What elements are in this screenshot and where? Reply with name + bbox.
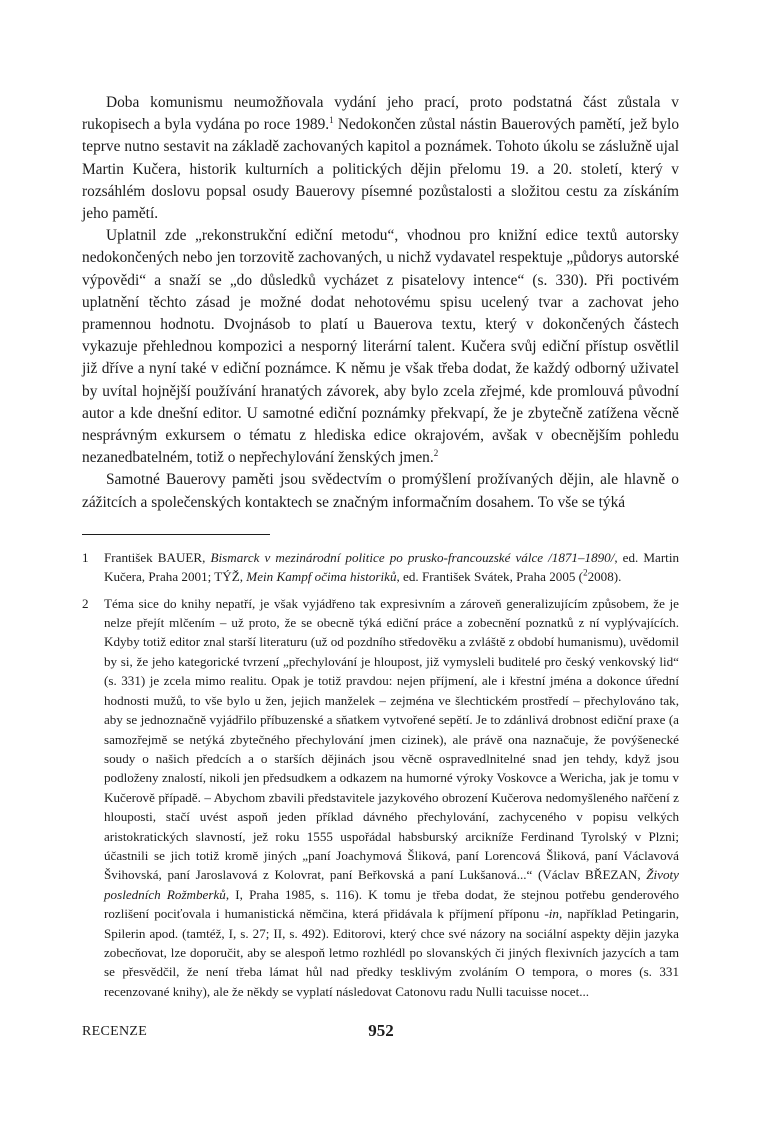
footnote-segment: 2008).: [587, 569, 622, 585]
footnote-segment: František BAUER,: [104, 549, 211, 565]
paragraph-text: Nedokončen zůstal nástin Bauerových pamětí, jež bylo teprve nutno sestavit na základě zachovaných kapitol a poznámek. Tohoto úkolu se záslužně ujal Martin Kučera, historik kulturních a politických dějin přelomu 19. a 20. století, který v rozsáhlém doslovu popsal osudy Bauerovy písemné pozůstalosti a složitou cestu za získáním jeho pamětí.: [82, 116, 680, 223]
footnote-title-italic: Mein Kampf očima historiků: [246, 569, 397, 585]
footnote-ref-2[interactable]: 2: [433, 448, 439, 459]
footnote-segment: , ed. František Svátek, Praha 2005 (: [396, 569, 584, 585]
footnote-title-italic: Bismarck v mezinárodní politice po prusko-francouzské válce /1871–1890/: [210, 549, 615, 565]
paragraph-text: Doba komunismu neumožňovala vydání jeho prací, proto podstatná část zůstala v rukopisech a byla vydána po roce 1989.: [82, 94, 679, 134]
footnote-segment: , ed. Martin Kučera, Praha 2001; TÝŽ,: [104, 549, 680, 585]
footnote-number: 1: [82, 549, 89, 565]
footnote-2: [82, 594, 679, 1002]
footnote-suffix-italic: -in: [544, 906, 559, 922]
body-paragraph-1: [82, 92, 679, 225]
footnote-number: 2: [82, 595, 89, 611]
body-paragraph-3: Samotné Bauerovy paměti jsou svědectvím o promýšlení prožívaných dějin, ale hlavně o zážitcích a společenských kontaktech se značným informačním dosahem. To vše se týká: [82, 471, 679, 511]
running-footer-section: RECENZE: [82, 1024, 148, 1039]
footnote-divider: [82, 534, 270, 535]
footnote-ref-1[interactable]: 1: [329, 115, 334, 126]
paragraph-text: Uplatnil zde „rekonstrukční ediční metodu“, vhodnou pro knižní edice textů autorsky nedokončených nebo jen torzovitě zachovaných, u nichž vydavatel respektuje „půdorys autorské výpovědi“ a snaží se „do důsledků vycházet z pisatelovy intence“ (s. 330). Při poctivém uplatnění těchto zásad je možné dodat nehotovému spisu ucelený tvar a zachovat jeho pramennou hodnotu. Dvojnásob to platí u Bauerova textu, který v dokončených částech vykazuje přehlednou kompozici a nesporný literární talent. Kučera svůj ediční přístup osvětlil již dříve a nyní také v ediční poznámce. K němu je však třeba dodat, že každý odborný uživatel by uvítal hojnější používání hranatých závorek, aby bylo zcela zřejmé, kde promlouvá původní autor a kde dnešní editor. U samotné ediční poznámky překvapí, že je zbytečně zatížena věcně nesprávným exkursem o tématu z hlediska edice okrajovém, avšak v obecnějším pohledu nezanedbatelném, totiž o nepřechylování ženských jmen.: [82, 227, 679, 467]
footnote-segment: , například Petingarin, Spilerin apod. (tamtéž, I, s. 27; II, s. 492). Editorovi, který chce své názory na sociální aspekty dějin jazyka zobecňovat, lze doporučit, aby se alespoň letmo rozhlédl po slovanských či jiných flexivních jazycích a tam se přesvědčil, že není třeba lámat hůl nad předky tesklivým zvoláním O tempora, o mores (s. 331 recenzované knihy), ale že někdy se vyplatí následovat Catonovu radu Nulli tacuisse nocet...: [104, 906, 679, 999]
footnote-text: [104, 594, 679, 1002]
footnote-1: [82, 548, 679, 587]
page-content: [82, 92, 679, 1008]
page-number: 952: [368, 1021, 394, 1040]
footnote-segment: , I, Praha 1985, s. 116). K tomu je třeba dodat, že stejnou potřebu genderového rozlišení pociťovala i humanistická němčina, která přidávala k příjmení příponu: [104, 886, 679, 922]
footnote-segment: Téma sice do knihy nepatří, je však vyjádřeno tak expresivním a zároveň generalizujícím způsobem, že je nelze přejít mlčením – už proto, že se obecně týká ediční práce a zobecnění poznatků z ní vyplývajících. Kdyby totiž editor znal starší literaturu (už od pozdního středověku a zvláště z období humanismu), uvědomil by si, že jeho kategorické tvrzení „přechylování je hloupost, již vymysleli buditelé pro český venkovský lid“ (s. 331) je zcela mimo realitu. Opak je totiž pravdou: nejen příjmení, ale i křestní jména a dokonce úřední hodnosti mužů, to vše bylo u žen, jejich manželek – zejména ve šlechtickém prostředí – přechylováno tak, aby se jednoznačně vyjádřilo příbuzenské a sňatkem vytvořené sepětí. Je to zdánlivá drobnost ediční praxe (a samozřejmě se netýká zbytečného přechylování jmen cizinek), ale právě ona naznačuje, že povýšenecké soudy o našich předcích a o starších dějinách jsou věcně ospravedlnitelné snad jen tehdy, když jsou podloženy znalostí, nikoli jen předsudkem a odkazem na humorné výroky Voskovce a Wericha, jak je tomu v Kučerově případě. – Abychom zbavili představitele jazykového obrození Kučerova nedomyšleného nařčení z hlouposti, stačí uvést aspoň jeden příklad dávného přechylování, zachyceného v popisu velkých aristokratických slavností, jež roku 1555 uspořádal habsburský arcikníže Ferdinand Tyrolský v Plzni; účastnili se jich totiž kromě jiných „paní Joachymová Šliková, paní Lorencová Šliková, paní Václavová Švihovská, paní Jaroslavová z Kolovrat, paní Beřkovská a paní Lukšanová...“ (Václav BŘEZAN,: [104, 595, 679, 883]
footnote-text: [104, 548, 679, 587]
edition-superscript: 2: [583, 567, 588, 578]
body-paragraph-2: [82, 225, 679, 469]
footnote-title-italic: Životy posledních Rožmberků: [104, 867, 679, 902]
